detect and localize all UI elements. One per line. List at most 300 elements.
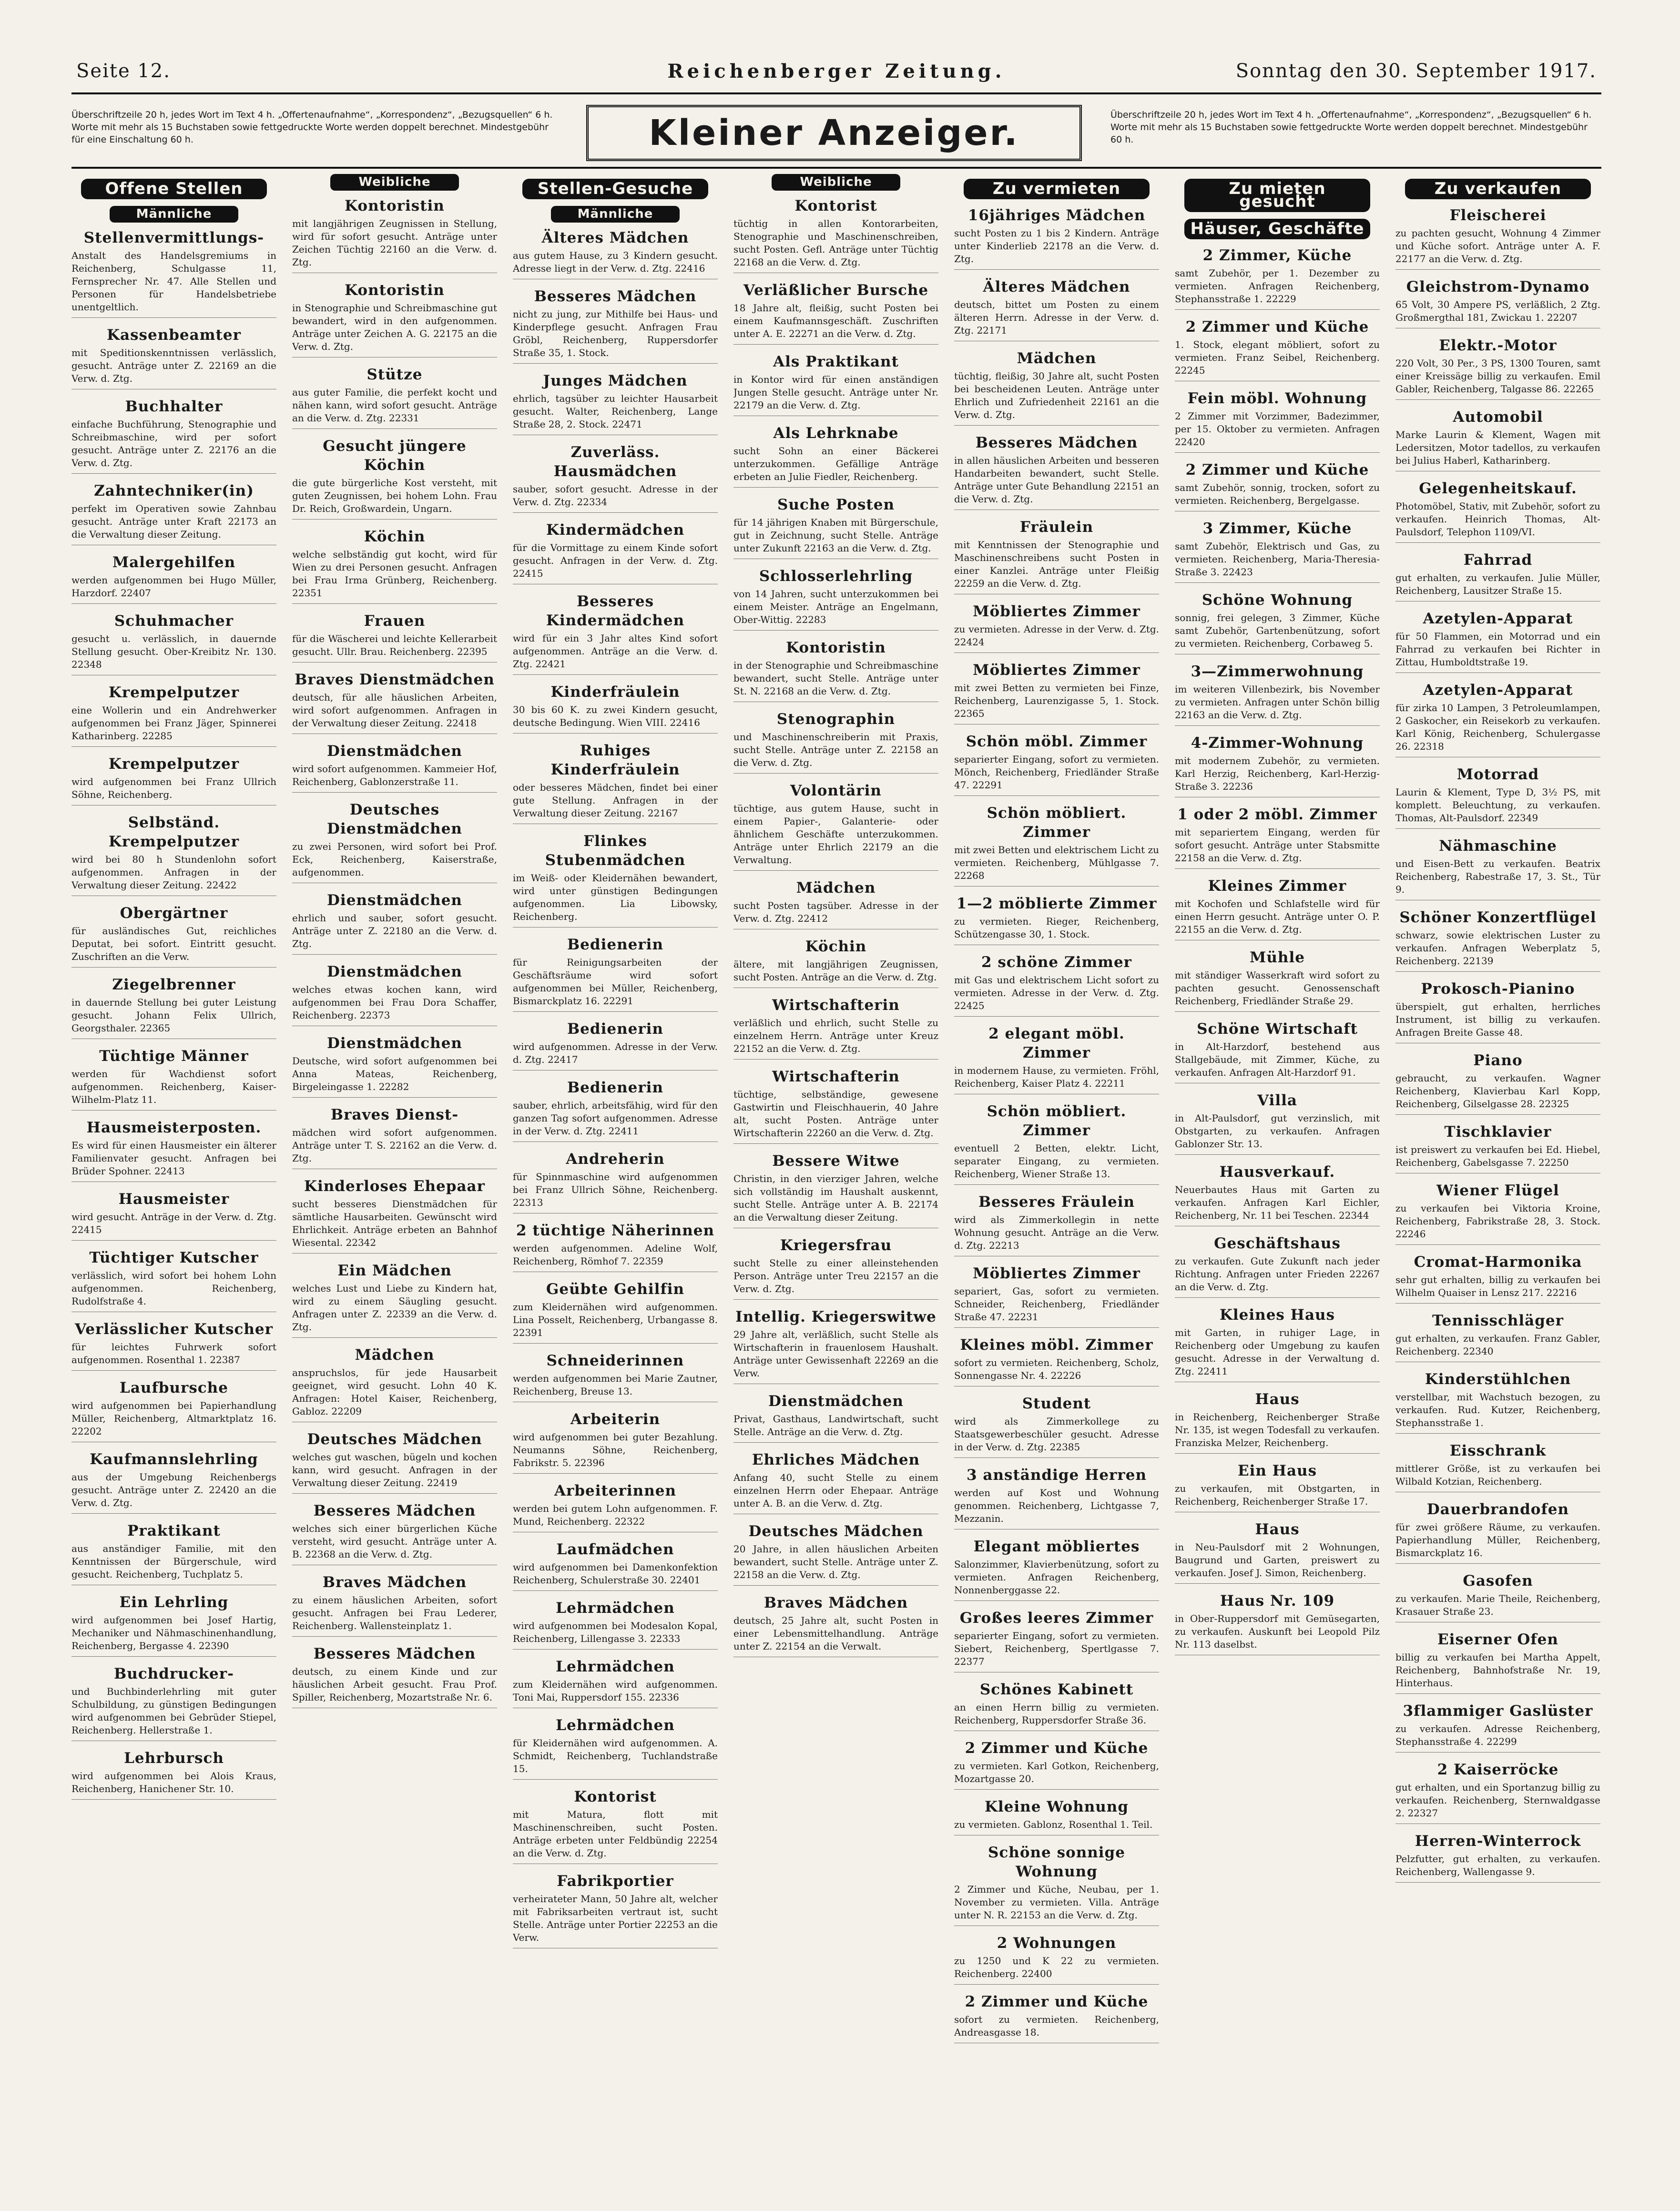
- ad-text: zu vermieten. Karl Gotkon, Reichenberg, Mozartgasse 20.: [954, 1760, 1159, 1790]
- ad-text: 220 Volt, 30 Per., 3 PS, 1300 Touren, samt einer Kreissäge billig zu verkaufen. Emil Gabler, Reichenberg, Talgasse 86. 22265: [1395, 357, 1600, 400]
- ad-title: Wiener Flügel: [1436, 1182, 1559, 1199]
- classified-ad: [954, 1102, 1159, 1185]
- ad-title: Verläßlicher Bursche: [743, 282, 929, 299]
- ad-title: Dauerbrandofen: [1426, 1501, 1569, 1518]
- ad-title: Stenographin: [776, 711, 896, 728]
- classified-ad: [733, 781, 938, 871]
- ad-title: Braves Dienst-: [330, 1106, 459, 1123]
- ad-title: Motorrad: [1456, 766, 1539, 783]
- classified-ad: [1395, 979, 1600, 1043]
- ad-title: Fräulein: [1019, 519, 1094, 536]
- classified-ad: [513, 1481, 718, 1532]
- ad-text: tüchtig, fleißig, 30 Jahre alt, sucht Posten bei bescheidenen Leuten. Anträge unter Ehrlich und Zufriedenheit 22161 an die Verw. d. Ztg.: [954, 370, 1159, 426]
- classified-ad: [954, 1335, 1159, 1386]
- classified-ad: [513, 1351, 718, 1402]
- ad-title: 3 Zimmer, Küche: [1202, 520, 1352, 537]
- ad-title: Schuhmacher: [114, 612, 234, 630]
- ad-title: Lehrmädchen: [556, 1658, 675, 1675]
- ad-text: im weiteren Villenbezirk, bis November zu vermieten. Anfragen unter Schön billig 22163 an die Verw. d. Ztg.: [1175, 683, 1380, 726]
- classified-ad: [1175, 948, 1380, 1012]
- ad-title: Zahntechniker(in): [94, 482, 254, 499]
- ad-text: ehrlich, tagsüber zu leichter Hausarbeit gesucht. Walter, Reichenberg, Lange Straße 28, 2. Stock. 22471: [513, 392, 718, 435]
- ad-title: Hausmeisterposten.: [86, 1119, 262, 1136]
- ad-text: für leichtes Fuhrwerk sofort aufgenommen. Rosenthal 1. 22387: [71, 1341, 276, 1371]
- classified-ad: [954, 1739, 1159, 1790]
- ad-text: anspruchslos, für jede Hausarbeit geeignet, wird gesucht. Lohn 40 K. Anfragen: Hotel Kaiser, Reichenberg, Gabloz. 22209: [292, 1366, 497, 1422]
- ad-title: Lehrmädchen: [556, 1600, 675, 1617]
- classified-ad: [292, 281, 497, 357]
- ad-text: mit Kochofen und Schlafstelle wird für einen Herrn gesucht. Anträge unter O. P. 22155 an die Verw. d. Ztg.: [1175, 897, 1380, 940]
- ad-text: mit Garten, in ruhiger Lage, in Reichenberg oder Umgebung zu kaufen gesucht. Adresse in der Verwaltung d. Ztg. 22411: [1175, 1326, 1380, 1382]
- ad-text: für zirka 10 Lampen, 3 Petroleumlampen, 2 Gaskocher, ein Reisekorb zu verkaufen. Karl König, Reichenberg, Schulergasse 26. 22318: [1395, 702, 1600, 757]
- ad-title: Dienstmädchen: [768, 1393, 904, 1410]
- classified-ad: [292, 1261, 497, 1338]
- classified-ad: [513, 1019, 718, 1070]
- ad-text: sonnig, frei gelegen, 3 Zimmer, Küche samt Zubehör, Gartenbenützung, sofort zu vermieten. Reichenberg, Corbaweg 5.: [1175, 611, 1380, 654]
- rate-note-right: Überschriftzeile 20 h, jedes Wort im Text 4 h. „Offertenaufnahme“, „Korrespondenz“, „Bezugsquellen“ 6 h. Worte mit mehr als 15 Buchstaben sowie fettgedruckte Worte werden doppelt berechnet. Mindestgebühr 60 h.: [1110, 110, 1592, 145]
- classified-ad: [954, 1537, 1159, 1601]
- ad-text: in modernem Hause, zu vermieten. Fröhl, Reichenberg, Kaiser Platz 4. 22211: [954, 1064, 1159, 1094]
- classified-ad: [954, 433, 1159, 510]
- ad-title: Volontärin: [790, 782, 882, 799]
- ad-title: Selbständ. Krempelputzer: [108, 814, 240, 850]
- section-heading: Stellen-Gesuche: [522, 179, 708, 199]
- ad-title: Ein Lehrling: [119, 1594, 229, 1611]
- classified-ad: [513, 1657, 718, 1708]
- ad-text: wird gesucht. Anträge in der Verw. d. Ztg. 22415: [71, 1211, 276, 1241]
- classified-ad: [292, 1644, 497, 1708]
- ad-column: [292, 174, 497, 2171]
- ad-title: Fein möbl. Wohnung: [1187, 390, 1367, 407]
- ad-text: zu vermieten. Adresse in der Verw. d. Ztg. 22424: [954, 623, 1159, 653]
- ad-title: Student: [1022, 1395, 1091, 1412]
- ad-title: Kleine Wohnung: [984, 1798, 1129, 1815]
- ad-text: für zwei größere Räume, zu verkaufen. Papierhandlung Müller, Reichenberg, Bismarckplatz 16.: [1395, 1521, 1600, 1564]
- ad-text: Anstalt des Handelsgremiums in Reichenberg, Schulgasse 11, Fernsprecher Nr. 47. Alle Stellen und Personen für Handelsbetriebe unentgeltlich.: [71, 249, 276, 318]
- ad-text: aus guter Familie, die perfekt kocht und nähen kann, wird sofort gesucht. Anträge an die Verw. d. Ztg. 22331: [292, 386, 497, 429]
- ad-text: zu verkaufen. Adresse Reichenberg, Stephansstraße 4. 22299: [1395, 1722, 1600, 1752]
- classified-ad: [954, 1192, 1159, 1256]
- ad-title: Kontorist: [574, 1788, 657, 1805]
- classified-ad: [513, 1280, 718, 1344]
- ad-text: 2 Zimmer mit Vorzimmer, Badezimmer, per 15. Oktober zu vermieten. Anfragen 22420: [1175, 410, 1380, 453]
- ad-text: sucht Posten zu 1 bis 2 Kindern. Anträge unter Kinderlieb 22178 an die Verw. d. Ztg.: [954, 227, 1159, 270]
- classified-ad: [1175, 1234, 1380, 1298]
- classified-ad: [954, 1394, 1159, 1458]
- section-heading: Männliche: [551, 206, 680, 223]
- newspaper-title: Reichenberger Zeitung.: [667, 60, 1006, 82]
- ad-text: eine Wollerin und ein Andrehwerker aufgenommen bei Franz Jäger, Spinnerei Katharinberg. 22285: [71, 704, 276, 747]
- classified-ad: [1175, 662, 1380, 726]
- classified-ad: [954, 804, 1159, 886]
- classified-ad: [71, 975, 276, 1039]
- ad-text: aus anständiger Familie, mit den Kenntnissen der Bürgerschule, wird gesucht. Reichenberg, Tuchplatz 5.: [71, 1542, 276, 1585]
- ad-text: die gute bürgerliche Kost versteht, mit guten Zeugnissen, bei hohem Lohn. Frau Dr. Reich, Großwardein, Ungarn.: [292, 477, 497, 520]
- ad-title: Kleines möbl. Zimmer: [960, 1336, 1153, 1354]
- ad-title: Besseres Mädchen: [534, 288, 697, 305]
- classified-ad: [1395, 908, 1600, 972]
- ad-title: Azetylen-Apparat: [1423, 610, 1573, 627]
- ad-title: Eisschrank: [1449, 1442, 1547, 1459]
- ad-text: wird für ein 3 Jahr altes Kind sofort aufgenommen. Anträge an die Verw. d. Ztg. 22421: [513, 632, 718, 675]
- classified-ad: [954, 277, 1159, 341]
- ad-title: Obergärtner: [120, 905, 228, 922]
- ad-text: zum Kleidernähen wird aufgenommen. Lina Posselt, Reichenberg, Urbangasse 8. 22391: [513, 1301, 718, 1344]
- ad-text: sucht Sohn an einer Bäckerei unterzukommen. Gefällige Anträge erbeten an Julie Fiedler, Reichenberg.: [733, 445, 938, 488]
- ad-title: Kleines Haus: [1219, 1306, 1335, 1324]
- ad-text: perfekt im Operativen sowie Zahnbau gesucht. Anträge unter Kraft 22173 an die Verwaltung dieser Zeitung.: [71, 502, 276, 545]
- classified-ad: [71, 1521, 276, 1585]
- ad-title: Mädchen: [1017, 350, 1097, 367]
- ad-text: mittlerer Größe, ist zu verkaufen bei Wilbald Kotzian, Reichenberg.: [1395, 1462, 1600, 1492]
- ad-text: mit Kenntnissen der Stenographie und Maschinenschreibens sucht Posten in einer Kanzlei. Anträge unter Fleißig 22259 an die Verw. d. Ztg.: [954, 539, 1159, 594]
- ad-text: zu vermieten. Gablonz, Rosenthal 1. Teil.: [954, 1818, 1159, 1835]
- classified-ad: [1175, 1162, 1380, 1226]
- ad-title: Laufbursche: [120, 1379, 228, 1396]
- ad-title: Köchin: [805, 938, 867, 955]
- ad-text: samt Zubehör, per 1. Dezember zu vermieten. Anfragen Reichenberg, Stephansstraße 1. 22229: [1175, 267, 1380, 310]
- classified-ad: [513, 371, 718, 435]
- page-number: Seite 12.: [76, 60, 171, 82]
- ad-column: [513, 174, 718, 2171]
- classified-ad: [733, 1522, 938, 1586]
- classified-ad: [1395, 1702, 1600, 1752]
- ad-text: mit Speditionskenntnissen verlässlich, gesucht. Anträge unter Z. 22169 an die Verw. d. Ztg.: [71, 346, 276, 389]
- ad-title: Kassenbeamter: [107, 326, 241, 344]
- ad-text: sucht Stelle zu einer alleinstehenden Person. Anträge unter Treu 22157 an die Verw. d. Ztg.: [733, 1257, 938, 1300]
- ad-text: 29 Jahre alt, verläßlich, sucht Stelle als Wirtschafterin in frauenlosem Haushalt. Anträge unter Gewissenhaft 22269 an die Verw.: [733, 1328, 938, 1384]
- ad-text: 18 Jahre alt, fleißig, sucht Posten bei einem Kaufmannsgeschäft. Zuschriften unter A. E. 22271 an die Verw. d. Ztg.: [733, 302, 938, 345]
- ad-text: überspielt, gut erhalten, herrliches Instrument, ist billig zu verkaufen. Anfragen Breite Gasse 48.: [1395, 1000, 1600, 1043]
- ad-title: Dienstmädchen: [327, 963, 462, 980]
- ad-text: welches Lust und Liebe zu Kindern hat, wird zu einem Säugling gesucht. Anfragen unter Z. 22339 an die Verw. d. Ztg.: [292, 1282, 497, 1338]
- newspaper-page: [71, 52, 1601, 2178]
- classified-ad: [954, 1264, 1159, 1328]
- ad-text: wird aufgenommen bei Alois Kraus, Reichenberg, Hanichener Str. 10.: [71, 1770, 276, 1800]
- ad-column: [733, 174, 938, 2171]
- ad-title: Schneiderinnen: [546, 1352, 684, 1369]
- ad-title: Flinkes Stubenmädchen: [545, 833, 686, 869]
- classified-ad: [513, 1716, 718, 1780]
- ad-text: in Ober-Ruppersdorf mit Gemüsegarten, zu verkaufen. Auskunft bei Leopold Pilz Nr. 113 daselbst.: [1175, 1612, 1380, 1655]
- classified-ad: [513, 228, 718, 279]
- ad-title: Besseres Mädchen: [313, 1502, 476, 1519]
- ad-title: Stellenvermittlungs-: [83, 229, 265, 246]
- classified-ad: [1175, 1305, 1380, 1382]
- ad-title: Wirtschafterin: [772, 997, 900, 1014]
- ad-title: Zuverläss. Hausmädchen: [553, 444, 677, 480]
- ad-title: Besseres Kindermädchen: [546, 593, 685, 629]
- classified-ad: [1175, 317, 1380, 381]
- ad-text: zu verkaufen. Gute Zukunft nach jeder Richtung. Anfragen unter Frieden 22267 an die Verw. d. Ztg.: [1175, 1255, 1380, 1298]
- ad-title: Villa: [1257, 1092, 1297, 1109]
- ad-text: 20 Jahre, in allen häuslichen Arbeiten bewandert, sucht Stelle. Anträge unter Z. 22158 an die Verw. d. Ztg.: [733, 1543, 938, 1586]
- classified-ad: [733, 710, 938, 774]
- classified-ad: [1175, 460, 1380, 511]
- classified-ad: [733, 567, 938, 631]
- classified-ad: [733, 1593, 938, 1657]
- ad-title: Älteres Mädchen: [983, 278, 1130, 295]
- ad-title: Bedienerin: [567, 1020, 663, 1038]
- classified-ad: [71, 611, 276, 675]
- classified-ad: [71, 1664, 276, 1741]
- classified-ad: [513, 1540, 718, 1591]
- classified-ad: [292, 670, 497, 734]
- ad-title: Buchdrucker-: [114, 1665, 234, 1682]
- classified-ad: [1395, 681, 1600, 757]
- classified-ad: [513, 1221, 718, 1272]
- section-heading: Weibliche: [772, 174, 900, 191]
- classified-ad: [71, 553, 276, 604]
- classified-ad: [1395, 336, 1600, 400]
- classified-ad: [292, 527, 497, 604]
- ad-text: in der Stenographie und Schreibmaschine bewandert, sucht Stelle. Anträge unter St. N. 22168 an die Verw. d. Ztg.: [733, 659, 938, 702]
- ad-text: in allen häuslichen Arbeiten und besseren Handarbeiten bewandert, sucht Stelle. Anträge unter Gute Behandlung 22151 an die Verw. d. Ztg.: [954, 454, 1159, 510]
- ad-title: Als Praktikant: [773, 353, 899, 370]
- ad-text: zu verkaufen, mit Obstgarten, in Reichenberg, Reichenberger Straße 17.: [1175, 1482, 1380, 1512]
- classified-ad: [513, 287, 718, 364]
- classified-ad: [733, 638, 938, 702]
- classified-ad: [1395, 836, 1600, 900]
- ad-text: zu 1250 und K 22 zu vermieten. Reichenberg. 22400: [954, 1955, 1159, 1985]
- ad-text: aus gutem Hause, zu 3 Kindern gesucht. Adresse liegt in der Verw. d. Ztg. 22416: [513, 249, 718, 279]
- classified-ad: [954, 661, 1159, 724]
- ad-title: Ein Haus: [1237, 1462, 1317, 1479]
- ad-text: schwarz, sowie elektrischen Luster zu verkaufen. Anfragen Weberplatz 5, Reichenberg. 22139: [1395, 929, 1600, 972]
- classified-ad: [954, 1024, 1159, 1094]
- ad-text: tüchtig in allen Kontorarbeiten, Stenographie und Maschinenschreiben, sucht Posten. Gefl. Anträge unter Tüchtig 22168 an die Verw. d. Ztg.: [733, 217, 938, 273]
- ad-title: Nähmaschine: [1439, 837, 1557, 855]
- section-heading: Weibliche: [330, 174, 459, 191]
- classified-ad: [733, 1450, 938, 1514]
- classified-ad: [1175, 1591, 1380, 1655]
- classified-ad: [1395, 1253, 1600, 1304]
- ad-title: Besseres Mädchen: [313, 1645, 476, 1662]
- ad-title: Haus: [1255, 1521, 1300, 1538]
- ad-text: nicht zu jung, zur Mithilfe bei Haus- und Kinderpflege gesucht. Anfragen Frau Gröbl, Reichenberg, Ruppersdorfer Straße 35, 1. Stock.: [513, 308, 718, 364]
- ad-text: 1. Stock, elegant möbliert, sofort zu vermieten. Franz Seibel, Reichenberg. 22245: [1175, 338, 1380, 381]
- classified-ad: [954, 1466, 1159, 1529]
- classified-ad: [733, 495, 938, 559]
- ad-title: Kontoristin: [345, 282, 445, 299]
- classified-ad: [1395, 1571, 1600, 1622]
- ad-text: gesucht u. verlässlich, in dauernde Stellung gesucht. Ober-Kreibitz Nr. 130. 22348: [71, 632, 276, 675]
- classified-ad: [71, 1118, 276, 1182]
- classified-ad: [1395, 550, 1600, 601]
- ad-text: zu verkaufen bei Viktoria Kroine, Reichenberg, Fabrikstraße 28, 3. Stock. 22246: [1395, 1202, 1600, 1245]
- ad-title: Arbeiterin: [570, 1411, 661, 1428]
- ad-text: für Kleidernähen wird aufgenommen. A. Schmidt, Reichenberg, Tuchlandstraße 15.: [513, 1737, 718, 1780]
- ad-text: Anfang 40, sucht Stelle zu einem einzelnen Herrn oder Ehepaar. Anträge unter A. B. an die Verw. d. Ztg.: [733, 1471, 938, 1514]
- ad-title: Bedienerin: [567, 936, 663, 953]
- ad-text: mit langjährigen Zeugnissen in Stellung, wird für sofort gesucht. Anträge unter Zeichen Tüchtig 22160 an die Verw. d. Ztg.: [292, 217, 497, 273]
- ad-title: Köchin: [364, 528, 426, 545]
- classified-ad: [513, 935, 718, 1012]
- classified-ad: [292, 1573, 497, 1637]
- classified-ad: [1175, 519, 1380, 583]
- ad-title: 4-Zimmer-Wohnung: [1191, 734, 1364, 752]
- ad-text: für die Vormittage zu einem Kinde sofort gesucht. Anfragen in der Verw. d. Ztg. 22415: [513, 541, 718, 584]
- classified-ad: [292, 365, 497, 429]
- ad-title: 16jähriges Mädchen: [967, 207, 1146, 224]
- classified-ad: [513, 443, 718, 513]
- ad-text: und Eisen-Bett zu verkaufen. Beatrix Reichenberg, Rabestraße 17, 3. St., Tür 9.: [1395, 857, 1600, 900]
- ad-title: 1 oder 2 möbl. Zimmer: [1177, 806, 1377, 823]
- ad-text: mit zwei Betten und elektrischem Licht zu vermieten. Reichenberg, Mühlgasse 7. 22268: [954, 844, 1159, 886]
- ad-text: deutsch, bittet um Posten zu einem älteren Herrn. Adresse in der Verw. d. Ztg. 22171: [954, 298, 1159, 341]
- ad-title: Schöner Konzertflügel: [1399, 909, 1597, 926]
- ad-title: Dienstmädchen: [327, 892, 462, 909]
- classified-ad: [733, 1067, 938, 1144]
- classified-ad: [513, 1787, 718, 1864]
- classified-ad: [292, 962, 497, 1026]
- classified-ad: [733, 424, 938, 488]
- classified-ad: [1395, 1181, 1600, 1245]
- ad-title: Tennisschläger: [1432, 1312, 1564, 1329]
- classified-ad: [733, 937, 938, 988]
- ad-title: Schön möbliert. Zimmer: [987, 1103, 1127, 1139]
- ad-text: sucht Posten tagsüber. Adresse in der Verw. d. Ztg. 22412: [733, 899, 938, 929]
- ad-text: eventuell 2 Betten, elektr. Licht, separater Eingang, zu vermieten. Reichenberg, Wiener Straße 13.: [954, 1142, 1159, 1185]
- ad-text: zum Kleidernähen wird aufgenommen. Toni Mai, Ruppersdorf 155. 22336: [513, 1678, 718, 1708]
- classified-ad: [1395, 1051, 1600, 1115]
- ad-title: Mädchen: [796, 879, 876, 897]
- ad-title: Kaufmannslehrling: [90, 1451, 258, 1468]
- classified-ad: [1175, 389, 1380, 453]
- classified-ad: [1175, 805, 1380, 869]
- classified-ad: [71, 1378, 276, 1442]
- ad-text: separierter Eingang, sofort zu vermieten. Siebert, Reichenberg, Spertlgasse 7. 22377: [954, 1630, 1159, 1672]
- ad-title: Kinderfräulein: [550, 683, 680, 701]
- ad-text: deutsch, für alle häuslichen Arbeiten, wird sofort aufgenommen. Anfragen in der Verwaltung dieser Zeitung. 22418: [292, 691, 497, 734]
- ad-text: welches etwas kochen kann, wird aufgenommen bei Frau Dora Schaffer, Reichenberg. 22373: [292, 983, 497, 1026]
- classified-ad: [71, 1248, 276, 1312]
- section-heading: Männliche: [110, 206, 238, 223]
- ad-title: Haus Nr. 109: [1220, 1592, 1335, 1610]
- ad-text: deutsch, zu einem Kinde und zur häuslichen Arbeit gesucht. Frau Prof. Spiller, Reichenberg, Mozartstraße Nr. 6.: [292, 1665, 497, 1708]
- classified-ad: [292, 1105, 497, 1169]
- ad-title: Älteres Mädchen: [541, 229, 689, 246]
- classified-ad: [733, 1151, 938, 1228]
- ad-title: 2 Zimmer und Küche: [965, 1740, 1149, 1757]
- ad-text: in Kontor wird für einen anständigen Jungen Stelle gesucht. Anträge unter Nr. 22179 an die Verw. d. Ztg.: [733, 373, 938, 416]
- ad-text: welche selbständig gut kocht, wird für Wien zu drei Personen gesucht. Anfragen bei Frau Irma Grünberg, Reichenberg. 22351: [292, 548, 497, 604]
- classified-ad: [954, 1680, 1159, 1731]
- ad-text: werden aufgenommen. Adeline Wolf, Reichenberg, Römhof 7. 22359: [513, 1242, 718, 1272]
- ad-title: Intellig. Kriegerswitwe: [735, 1308, 937, 1325]
- classified-ad: [733, 996, 938, 1060]
- ad-title: Mädchen: [355, 1346, 435, 1364]
- classified-ad: [733, 1307, 938, 1384]
- classified-ad: [71, 1749, 276, 1800]
- ad-text: Neuerbautes Haus mit Garten zu verkaufen. Anfragen Karl Eichler, Reichenberg, Nr. 11 bei Teschen. 22344: [1175, 1183, 1380, 1226]
- ad-title: Fabrikportier: [557, 1873, 674, 1890]
- ad-text: mit modernem Zubehör, zu vermieten. Karl Herzig, Reichenberg, Karl-Herzig-Straße 3. 22236: [1175, 754, 1380, 797]
- ad-title: Kontorist: [794, 197, 877, 214]
- classified-ad: [1395, 206, 1600, 270]
- ad-text: samt Zubehör, sonnig, trocken, sofort zu vermieten. Reichenberg, Bergelgasse.: [1175, 481, 1380, 511]
- ad-text: in dauernde Stellung bei guter Leistung gesucht. Johann Felix Ullrich, Georgsthaler. 22365: [71, 996, 276, 1039]
- ad-title: Möbliertes Zimmer: [973, 1265, 1140, 1282]
- ad-title: Krempelputzer: [108, 684, 240, 701]
- ad-title: Deutsches Mädchen: [748, 1523, 924, 1540]
- ad-text: wird aufgenommen. Adresse in der Verw. d. Ztg. 22417: [513, 1040, 718, 1070]
- section-heading: Zu verkaufen: [1405, 179, 1591, 199]
- ad-title: Deutsches Mädchen: [307, 1431, 482, 1448]
- ad-text: mit Gas und elektrischem Licht sofort zu vermieten. Adresse in der Verw. d. Ztg. 22425: [954, 974, 1159, 1017]
- classified-ad: [292, 800, 497, 883]
- classified-ad: [71, 1593, 276, 1657]
- ad-title: Ruhiges Kinderfräulein: [550, 742, 680, 778]
- ad-text: für die Wäscherei und leichte Kellerarbeit gesucht. Ullr. Brau. Reichenberg. 22395: [292, 632, 497, 662]
- classified-ad: [954, 953, 1159, 1017]
- classified-ad: [1175, 876, 1380, 940]
- ad-text: deutsch, 25 Jahre alt, sucht Posten in einer Lebensmittelhandlung. Anträge unter Z. 22154 an die Verwalt.: [733, 1614, 938, 1657]
- ad-title: 3 anständige Herren: [967, 1467, 1147, 1484]
- ad-title: Kontoristin: [786, 639, 886, 656]
- ad-title: Braves Dienstmädchen: [295, 671, 495, 688]
- ad-title: Piano: [1473, 1052, 1523, 1069]
- ad-text: wird aufgenommen bei Modesalon Kopal, Reichenberg, Lillengasse 3. 22333: [513, 1620, 718, 1650]
- ad-text: und Maschinenschreiberin mit Praxis, sucht Stelle. Anträge unter Z. 22158 an die Verw. d. Ztg.: [733, 731, 938, 774]
- ad-title: Ein Mädchen: [337, 1262, 452, 1279]
- ad-title: Schöne Wohnung: [1201, 591, 1353, 609]
- ad-text: verläßlich und ehrlich, sucht Stelle zu einzelnem Herrn. Anträge unter Kreuz 22152 an die Verw. d. Ztg.: [733, 1017, 938, 1060]
- ad-text: für ausländisches Gut, reichliches Deputat, bei sofort. Eintritt gesucht. Zuschriften an die Verw.: [71, 925, 276, 968]
- ad-title: Haus: [1255, 1391, 1300, 1408]
- classified-ad: [513, 1599, 718, 1650]
- ad-text: sauber, sofort gesucht. Adresse in der Verw. d. Ztg. 22334: [513, 483, 718, 513]
- ad-text: welches gut waschen, bügeln und kochen kann, wird gesucht. Anfragen in der Verwaltung dieser Zeitung. 22419: [292, 1451, 497, 1494]
- ad-title: Prokosch-Pianino: [1421, 980, 1575, 998]
- classified-ad: [71, 1320, 276, 1371]
- ad-text: wird aufgenommen bei Josef Hartig, Mechaniker und Nähmaschinenhandlung, Reichenberg, Bergasse 4. 22390: [71, 1614, 276, 1657]
- ad-text: welches sich einer bürgerlichen Küche versteht, wird gesucht. Anträge unter A. B. 22368 an die Verw. d. Ztg.: [292, 1522, 497, 1565]
- ad-title: Elektr.-Motor: [1439, 337, 1557, 354]
- ad-text: einfache Buchführung, Stenographie und Schreibmaschine, wird per sofort gesucht. Anträge unter Z. 22176 an die Verw. d. Ztg.: [71, 418, 276, 474]
- ad-title: 2 elegant möbl. Zimmer: [988, 1025, 1125, 1061]
- classified-ad: [71, 481, 276, 545]
- ad-title: Besseres Mädchen: [975, 434, 1138, 451]
- classified-ad: [71, 754, 276, 805]
- ad-text: Pelzfutter, gut erhalten, zu verkaufen. Reichenberg, Wallengasse 9.: [1395, 1853, 1600, 1883]
- ad-text: Photomöbel, Stativ, mit Zubehör, sofort zu verkaufen. Heinrich Thomas, Alt-Paulsdorf, Telephon 1109/VI.: [1395, 500, 1600, 543]
- ad-title: 2 Kaiserröcke: [1437, 1761, 1559, 1778]
- classified-ad: [1395, 765, 1600, 829]
- classified-ad: [1175, 1461, 1380, 1512]
- classified-ad: [513, 683, 718, 734]
- classified-ad: [1175, 1091, 1380, 1155]
- ad-text: gebraucht, zu verkaufen. Wagner Reichenberg, Klavierbau Karl Kopp, Reichenberg, Gilselgasse 28. 22325: [1395, 1072, 1600, 1115]
- classified-ad: [292, 1177, 497, 1253]
- ad-text: sofort zu vermieten. Reichenberg, Scholz, Sonnengasse Nr. 4. 22226: [954, 1356, 1159, 1386]
- classified-ad: [513, 1872, 718, 1948]
- ad-title: Kindermädchen: [546, 521, 685, 539]
- section-heading: Zu mieten gesucht: [1184, 179, 1370, 212]
- ad-text: werden aufgenommen bei Hugo Müller, Harzdorf. 22407: [71, 574, 276, 604]
- ad-text: mädchen wird sofort aufgenommen. Anträge unter T. S. 22162 an die Verw. d. Ztg.: [292, 1126, 497, 1169]
- classified-ad: [71, 1190, 276, 1241]
- ad-column: [71, 174, 276, 2171]
- ad-column: [954, 174, 1159, 2171]
- ad-title: Schlosserlehrling: [759, 568, 913, 585]
- ad-text: in Stenographie und Schreibmaschine gut bewandert, wird in den aufgenommen. Anträge unter Zeichen A. G. 22175 an die Verw. d. Ztg.: [292, 302, 497, 357]
- ad-title: Dienstmädchen: [327, 743, 462, 760]
- page-header: [71, 52, 1601, 95]
- classified-ad: [733, 1236, 938, 1300]
- classified-ad: [71, 904, 276, 968]
- ad-title: Besseres Fräulein: [978, 1193, 1135, 1211]
